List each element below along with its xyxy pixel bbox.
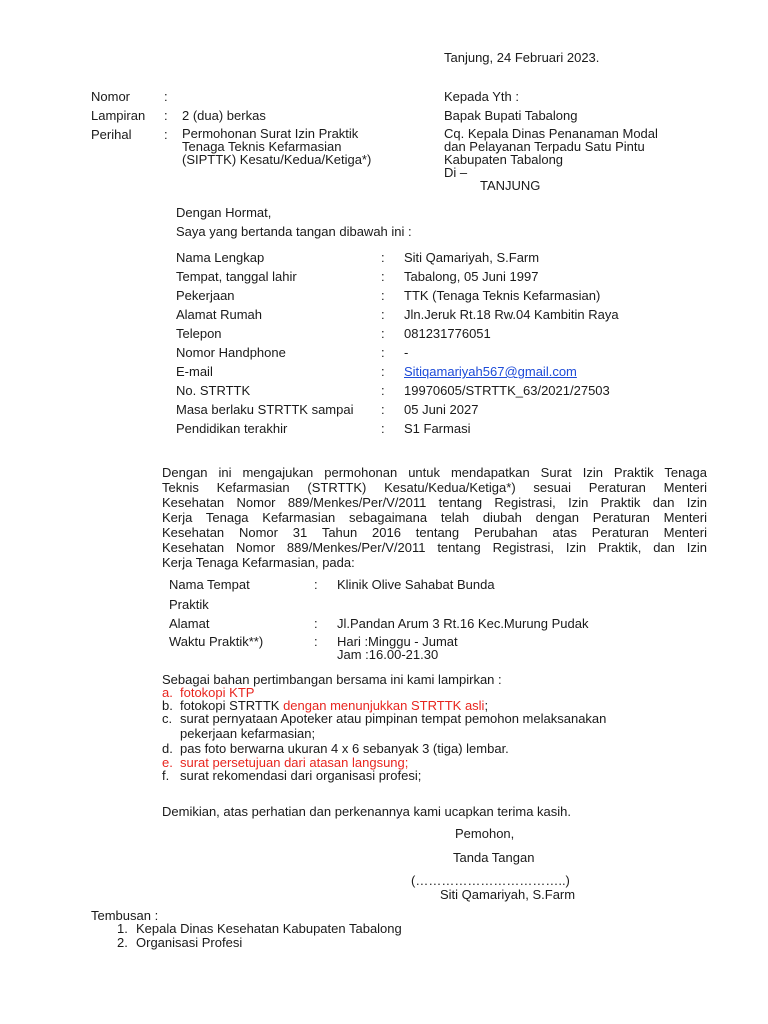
applicant-label: No. STRTTK	[176, 383, 251, 398]
lampiran-label: Lampiran	[91, 108, 146, 123]
attachment-item-f: surat rekomendasi dari organisasi profesi;	[180, 768, 422, 783]
applicant-value: -	[404, 345, 409, 360]
cc-item: Organisasi Profesi	[136, 935, 243, 950]
applicant-label: Nama Lengkap	[176, 250, 265, 265]
nomor-label: Nomor	[91, 89, 131, 104]
applicant-label: Tempat, tanggal lahir	[176, 269, 297, 284]
recipient-name: Bapak Bupati Tabalong	[444, 108, 578, 123]
practice-name-value: Klinik Olive Sahabat Bunda	[337, 577, 495, 592]
perihal-label: Perihal	[91, 127, 132, 142]
practice-time-hours: Jam :16.00-21.30	[337, 647, 439, 662]
intro-text: Saya yang bertanda tangan dibawah ini :	[176, 224, 412, 239]
practice-time-label: Waktu Praktik**)	[169, 634, 264, 649]
body-line: Teknis Kefarmasian (STRTTK) Kesatu/Kedua/Ketiga*) sesuai Peraturan Menteri	[162, 480, 707, 495]
applicant-label: Pendidikan terakhir	[176, 421, 288, 436]
applicant-label: Alamat Rumah	[176, 307, 262, 322]
applicant-value: Tabalong, 05 Juni 1997	[404, 269, 539, 284]
practice-name-label: Nama Tempat	[169, 577, 250, 592]
applicant-value: TTK (Tenaga Teknis Kefarmasian)	[404, 288, 601, 303]
attachment-item-e: surat persetujuan dari atasan langsung;	[180, 755, 409, 770]
attachment-marker: c.	[162, 711, 173, 726]
body-line: Kesehatan Nomor 31 Tahun 2016 tentang Perubahan atas Peraturan Menteri	[162, 525, 707, 540]
attachment-item-c-cont: pekerjaan kefarmasian;	[180, 726, 316, 741]
attachment-item-b-text: fotokopi STRTTK	[180, 698, 284, 713]
recipient-di: Di –	[444, 165, 468, 180]
applicant-value: Siti Qamariyah, S.Farm	[404, 250, 540, 265]
signer-name: Siti Qamariyah, S.Farm	[440, 887, 576, 902]
applicant-value: 19970605/STRTTK_63/2021/27503	[404, 383, 610, 398]
body-line: Kerja Tenaga Kefarmasian sebagaimana telah diubah dengan Peraturan Menteri	[162, 510, 707, 525]
applicant-value: Jln.Jeruk Rt.18 Rw.04 Kambitin Raya	[404, 307, 619, 322]
applicant-value: 081231776051	[404, 326, 491, 341]
lampiran-colon: :	[164, 108, 168, 123]
body-line: Kerja Tenaga Kefarmasian, pada:	[162, 555, 355, 570]
practice-time-days: Hari :Minggu - Jumat	[337, 634, 458, 649]
cc-title: Tembusan :	[91, 908, 159, 923]
applicant-label: Nomor Handphone	[176, 345, 286, 360]
cc-number: 2.	[117, 935, 128, 950]
applicant-colon: :	[381, 288, 385, 303]
closing-text: Demikian, atas perhatian dan perkenannya kami ucapkan terima kasih.	[162, 804, 572, 819]
practice-colon: :	[314, 616, 318, 631]
attachment-item-c: surat pernyataan Apoteker atau pimpinan tempat pemohon melaksanakan	[180, 711, 607, 726]
applicant-colon: :	[381, 364, 385, 379]
applicant-colon: :	[381, 250, 385, 265]
email-link[interactable]: Sitiqamariyah567@gmail.com	[404, 364, 577, 379]
lampiran-value: 2 (dua) berkas	[182, 108, 266, 123]
practice-address-label: Alamat	[169, 616, 210, 631]
practice-colon: :	[314, 577, 318, 592]
recipient-cq-2: dan Pelayanan Terpadu Satu Pintu	[444, 139, 645, 154]
applicant-label: E-mail	[176, 364, 213, 379]
attachment-item-d: pas foto berwarna ukuran 4 x 6 sebanyak 3 (tiga) lembar.	[180, 741, 509, 756]
attachment-marker: b.	[162, 698, 173, 713]
attachment-marker: a.	[162, 685, 173, 700]
body-line: Kesehatan Nomor 889/Menkes/Per/V/2011 tentang Registrasi, Izin Praktik, dan Izin	[162, 540, 707, 555]
applicant-value: S1 Farmasi	[404, 421, 471, 436]
applicant-label: Pekerjaan	[176, 288, 235, 303]
signature-blank: (……………………………..)	[411, 873, 570, 888]
attachment-marker: f.	[162, 768, 170, 783]
attachments-intro: Sebagai bahan pertimbangan bersama ini kami lampirkan :	[162, 672, 502, 687]
applicant-colon: :	[381, 269, 385, 284]
recipient-cq-1: Cq. Kepala Dinas Penanaman Modal	[444, 126, 658, 141]
attachment-item-a: fotokopi KTP	[180, 685, 255, 700]
attachment-marker: e.	[162, 755, 173, 770]
applicant-colon: :	[381, 402, 385, 417]
applicant-label: Telepon	[176, 326, 222, 341]
recipient-city: TANJUNG	[480, 178, 541, 193]
practice-address-value: Jl.Pandan Arum 3 Rt.16 Kec.Murung Pudak	[337, 616, 589, 631]
applicant-value: 05 Juni 2027	[404, 402, 479, 417]
signature-label: Tanda Tangan	[453, 850, 535, 865]
recipient-kepada: Kepada Yth :	[444, 89, 519, 104]
attachment-marker: d.	[162, 741, 173, 756]
perihal-line-1: Permohonan Surat Izin Praktik	[182, 126, 359, 141]
body-line: Kesehatan Nomor 889/Menkes/Per/V/2011 tentang Registrasi, Izin Praktik dan Izin	[162, 495, 707, 510]
applicant-colon: :	[381, 345, 385, 360]
attachment-item-b-red: dengan menunjukkan STRTTK asli	[283, 698, 485, 713]
applicant-colon: :	[381, 421, 385, 436]
attachment-item-b-end: ;	[484, 698, 489, 713]
pemohon-label: Pemohon,	[455, 826, 515, 841]
applicant-colon: :	[381, 326, 385, 341]
applicant-label: Masa berlaku STRTTK sampai	[176, 402, 354, 417]
recipient-cq-3: Kabupaten Tabalong	[444, 152, 564, 167]
body-line: Dengan ini mengajukan permohonan untuk mendapatkan Surat Izin Praktik Tenaga	[162, 465, 707, 480]
place-date: Tanjung, 24 Februari 2023.	[444, 50, 600, 65]
perihal-colon: :	[164, 127, 168, 142]
practice-name-label-2: Praktik	[169, 597, 209, 612]
nomor-colon: :	[164, 89, 168, 104]
cc-item: Kepala Dinas Kesehatan Kabupaten Tabalong	[136, 921, 402, 936]
applicant-colon: :	[381, 383, 385, 398]
practice-colon: :	[314, 634, 318, 649]
perihal-line-2: Tenaga Teknis Kefarmasian	[182, 139, 342, 154]
cc-number: 1.	[117, 921, 128, 936]
salutation: Dengan Hormat,	[176, 205, 272, 220]
perihal-line-3: (SIPTTK) Kesatu/Kedua/Ketiga*)	[182, 152, 372, 167]
applicant-colon: :	[381, 307, 385, 322]
